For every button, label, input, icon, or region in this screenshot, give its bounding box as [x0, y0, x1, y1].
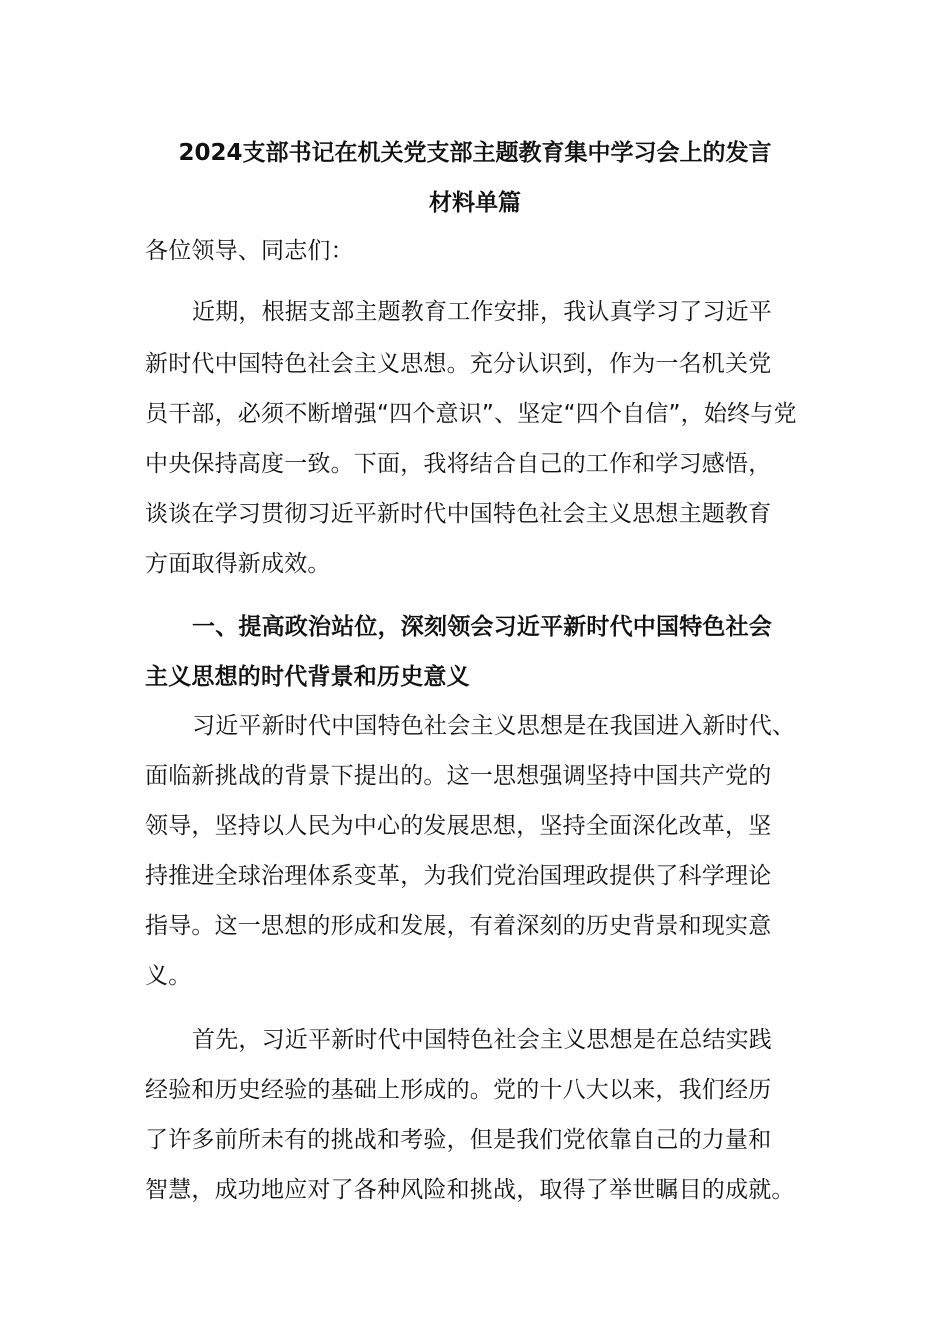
- section-heading-line-2: 主义思想的时代背景和历史意义: [145, 664, 470, 690]
- paragraph-1-line-2: 新时代中国特色社会主义思想。充分认识到，作为一名机关党: [145, 351, 772, 377]
- paragraph-1-line-1: 近期，根据支部主题教育工作安排，我认真学习了习近平: [192, 299, 772, 325]
- paragraph-1-line-6: 方面取得新成效。: [145, 551, 331, 577]
- paragraph-2-line-4: 持推进全球治理体系变革，为我们党治国理政提供了科学理论: [145, 863, 772, 889]
- paragraph-2-line-5: 指导。这一思想的形成和发展，有着深刻的历史背景和现实意: [145, 913, 772, 939]
- document-title-line-2: 材料单篇: [429, 190, 521, 216]
- paragraph-3-line-4: 智慧，成功地应对了各种风险和挑战，取得了举世瞩目的成就。: [145, 1177, 795, 1203]
- salutation: 各位领导、同志们：: [145, 238, 354, 264]
- paragraph-3-line-1: 首先，习近平新时代中国特色社会主义思想是在总结实践: [192, 1027, 772, 1053]
- paragraph-2-line-3: 领导，坚持以人民为中心的发展思想，坚持全面深化改革，坚: [145, 813, 772, 839]
- paragraph-1-line-4: 中央保持高度一致。下面，我将结合自己的工作和学习感悟，: [145, 451, 772, 477]
- paragraph-1-line-5: 谈谈在学习贯彻习近平新时代中国特色社会主义思想主题教育: [145, 501, 772, 527]
- paragraph-3-line-2: 经验和历史经验的基础上形成的。党的十八大以来，我们经历: [145, 1077, 772, 1103]
- section-heading-line-1: 一、提高政治站位，深刻领会习近平新时代中国特色社会: [192, 614, 772, 640]
- paragraph-2-line-2: 面临新挑战的背景下提出的。这一思想强调坚持中国共产党的: [145, 763, 772, 789]
- paragraph-3-line-3: 了许多前所未有的挑战和考验，但是我们党依靠自己的力量和: [145, 1127, 772, 1153]
- paragraph-2-line-1: 习近平新时代中国特色社会主义思想是在我国进入新时代、: [192, 713, 796, 739]
- paragraph-1-line-3: 员干部，必须不断增强“四个意识”、坚定“四个自信”，始终与党: [145, 401, 797, 427]
- paragraph-2-line-6: 义。: [145, 963, 192, 989]
- document-title-line-1: 2024支部书记在机关党支部主题教育集中学习会上的发言: [178, 140, 772, 166]
